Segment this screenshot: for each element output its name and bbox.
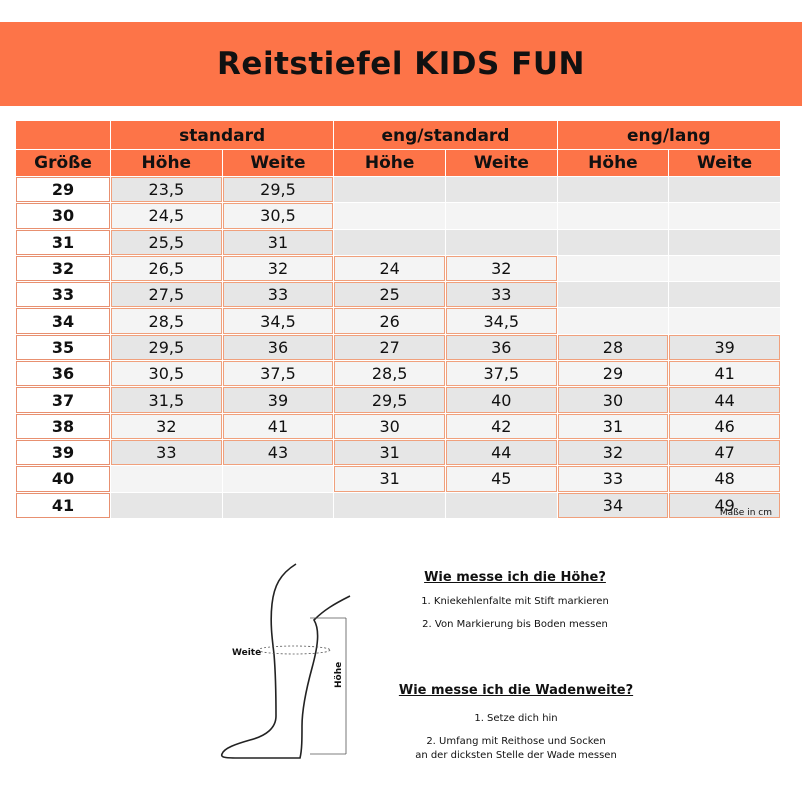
table-row xyxy=(16,493,780,518)
value-cell-el-h: 31 xyxy=(558,414,669,439)
value-cell-el-w: 47 xyxy=(669,440,780,465)
value-cell-std-w: 37,5 xyxy=(223,361,334,386)
value-cell-es-w: 42 xyxy=(446,414,557,439)
value-cell-el-w xyxy=(669,308,780,333)
boot-diagram xyxy=(210,560,360,770)
col-es-height: Höhe xyxy=(334,150,445,176)
value-cell-std-h: 30,5 xyxy=(111,361,222,386)
table-row xyxy=(16,256,780,281)
size-cell: 37 xyxy=(16,387,110,412)
value-cell-es-h xyxy=(334,493,445,518)
value-cell-el-w: 46 xyxy=(669,414,780,439)
value-cell-es-h: 26 xyxy=(334,308,445,333)
value-cell-es-w: 40 xyxy=(446,387,557,412)
value-cell-el-w: 41 xyxy=(669,361,780,386)
value-cell-el-w: 49 xyxy=(669,493,780,518)
value-cell-std-w xyxy=(223,493,334,518)
table-row xyxy=(16,414,780,439)
group-standard: standard xyxy=(111,121,333,149)
value-cell-el-h: 32 xyxy=(558,440,669,465)
value-cell-el-w xyxy=(669,203,780,228)
value-cell-es-w xyxy=(446,203,557,228)
table-row xyxy=(16,466,780,491)
value-cell-es-h: 27 xyxy=(334,335,445,360)
value-cell-el-w: 48 xyxy=(669,466,780,491)
value-cell-es-h: 28,5 xyxy=(334,361,445,386)
title-banner xyxy=(0,22,802,106)
size-cell: 35 xyxy=(16,335,110,360)
value-cell-std-h: 28,5 xyxy=(111,308,222,333)
col-size: Größe xyxy=(16,150,110,176)
calf-title: Wie messe ich die Wadenweite? xyxy=(398,683,634,698)
page-title: Reitstiefel KIDS FUN xyxy=(217,46,585,82)
weite-label: Weite xyxy=(232,648,262,658)
size-cell: 30 xyxy=(16,203,110,228)
value-cell-es-w: 33 xyxy=(446,282,557,307)
value-cell-el-h xyxy=(558,177,669,202)
table-row xyxy=(16,177,780,202)
value-cell-el-h xyxy=(558,203,669,228)
value-cell-el-h xyxy=(558,230,669,255)
table-row xyxy=(16,440,780,465)
value-cell-el-w: 39 xyxy=(669,335,780,360)
value-cell-el-w xyxy=(669,230,780,255)
height-title: Wie messe ich die Höhe? xyxy=(424,570,606,585)
table-row xyxy=(16,308,780,333)
size-chart xyxy=(15,120,781,519)
value-cell-std-h xyxy=(111,493,222,518)
value-cell-std-h: 27,5 xyxy=(111,282,222,307)
value-cell-es-h: 31 xyxy=(334,466,445,491)
value-cell-std-w: 29,5 xyxy=(223,177,334,202)
value-cell-std-h: 33 xyxy=(111,440,222,465)
value-cell-el-w: 44 xyxy=(669,387,780,412)
table-row xyxy=(16,361,780,386)
col-el-height: Höhe xyxy=(558,150,669,176)
col-es-width: Weite xyxy=(446,150,557,176)
value-cell-std-h: 24,5 xyxy=(111,203,222,228)
height-instructions xyxy=(395,570,635,632)
value-cell-es-w xyxy=(446,493,557,518)
group-eng-standard: eng/standard xyxy=(334,121,556,149)
value-cell-std-w: 32 xyxy=(223,256,334,281)
table-row xyxy=(16,335,780,360)
value-cell-std-h: 29,5 xyxy=(111,335,222,360)
value-cell-es-w: 32 xyxy=(446,256,557,281)
value-cell-el-h: 29 xyxy=(558,361,669,386)
height-step-2: 2. Von Markierung bis Boden messen xyxy=(422,619,608,630)
value-cell-el-h xyxy=(558,282,669,307)
value-cell-es-h: 24 xyxy=(334,256,445,281)
value-cell-el-h: 28 xyxy=(558,335,669,360)
value-cell-el-w xyxy=(669,282,780,307)
value-cell-es-h: 25 xyxy=(334,282,445,307)
value-cell-es-w xyxy=(446,230,557,255)
value-cell-el-h: 30 xyxy=(558,387,669,412)
size-cell: 33 xyxy=(16,282,110,307)
value-cell-es-h: 31 xyxy=(334,440,445,465)
value-cell-std-w: 41 xyxy=(223,414,334,439)
table-row xyxy=(16,203,780,228)
value-cell-std-w: 39 xyxy=(223,387,334,412)
table-row xyxy=(16,230,780,255)
col-std-width: Weite xyxy=(223,150,334,176)
value-cell-std-w: 43 xyxy=(223,440,334,465)
value-cell-std-h: 26,5 xyxy=(111,256,222,281)
value-cell-es-h xyxy=(334,230,445,255)
value-cell-el-w xyxy=(669,256,780,281)
value-cell-el-h xyxy=(558,308,669,333)
value-cell-es-w: 36 xyxy=(446,335,557,360)
size-cell: 38 xyxy=(16,414,110,439)
height-step-1: 1. Kniekehlenfalte mit Stift markieren xyxy=(421,596,609,607)
value-cell-es-w: 45 xyxy=(446,466,557,491)
table-row xyxy=(16,282,780,307)
value-cell-el-h: 33 xyxy=(558,466,669,491)
units-note: Maße in cm xyxy=(719,508,772,518)
value-cell-std-w: 33 xyxy=(223,282,334,307)
value-cell-std-h: 23,5 xyxy=(111,177,222,202)
size-cell: 31 xyxy=(16,230,110,255)
value-cell-es-h: 30 xyxy=(334,414,445,439)
value-cell-std-w: 34,5 xyxy=(223,308,334,333)
hoehe-label: Höhe xyxy=(334,661,344,688)
value-cell-std-h: 31,5 xyxy=(111,387,222,412)
value-cell-std-w xyxy=(223,466,334,491)
value-cell-es-h xyxy=(334,203,445,228)
col-std-height: Höhe xyxy=(111,150,222,176)
value-cell-es-w: 34,5 xyxy=(446,308,557,333)
value-cell-es-w xyxy=(446,177,557,202)
calf-step-2-cont: an der dicksten Stelle der Wade messen xyxy=(415,750,617,761)
table-body xyxy=(16,177,780,518)
value-cell-std-h: 32 xyxy=(111,414,222,439)
table-row xyxy=(16,387,780,412)
value-cell-std-w: 31 xyxy=(223,230,334,255)
size-cell: 36 xyxy=(16,361,110,386)
size-cell: 32 xyxy=(16,256,110,281)
size-cell: 39 xyxy=(16,440,110,465)
group-eng-lang: eng/lang xyxy=(558,121,780,149)
value-cell-el-w xyxy=(669,177,780,202)
value-cell-es-w: 44 xyxy=(446,440,557,465)
size-cell: 29 xyxy=(16,177,110,202)
value-cell-es-h: 29,5 xyxy=(334,387,445,412)
value-cell-std-h xyxy=(111,466,222,491)
calf-step-1: 1. Setze dich hin xyxy=(474,713,558,724)
value-cell-std-h: 25,5 xyxy=(111,230,222,255)
value-cell-el-h: 34 xyxy=(558,493,669,518)
size-cell: 40 xyxy=(16,466,110,491)
value-cell-std-w: 36 xyxy=(223,335,334,360)
calf-step-2: 2. Umfang mit Reithose und Socken xyxy=(426,736,606,747)
col-el-width: Weite xyxy=(669,150,780,176)
header-blank xyxy=(16,121,110,149)
size-cell: 34 xyxy=(16,308,110,333)
size-cell: 41 xyxy=(16,493,110,518)
value-cell-std-w: 30,5 xyxy=(223,203,334,228)
calf-instructions xyxy=(392,683,640,763)
size-table xyxy=(15,120,781,519)
value-cell-es-h xyxy=(334,177,445,202)
value-cell-el-h xyxy=(558,256,669,281)
value-cell-es-w: 37,5 xyxy=(446,361,557,386)
